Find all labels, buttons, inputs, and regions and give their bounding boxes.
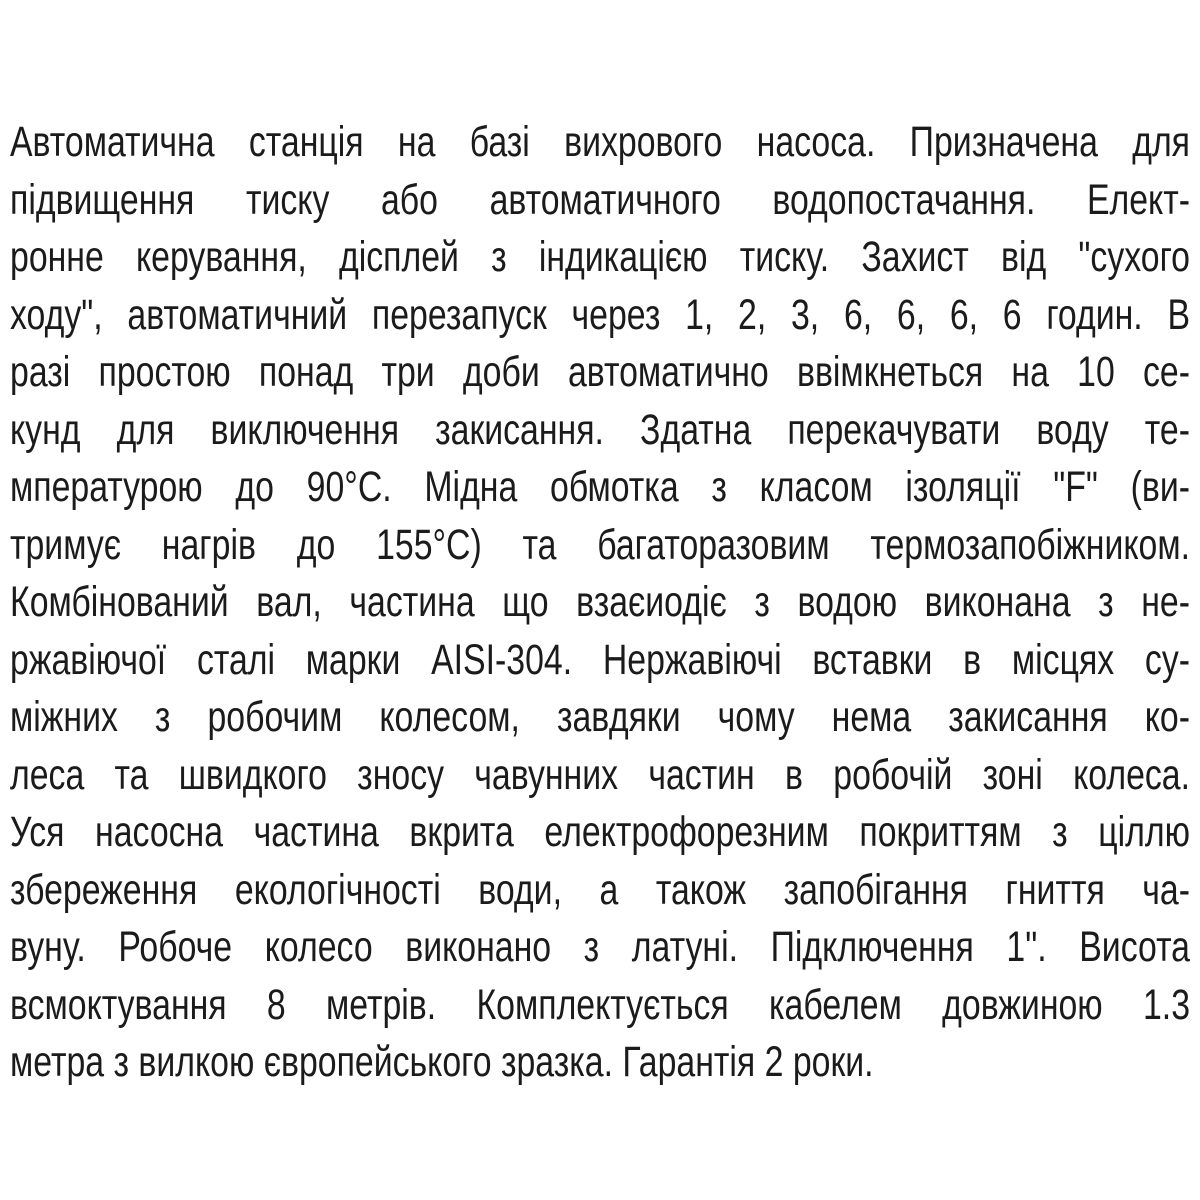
description-line: Автоматична станція на базі вихрового насоса. Призначена для [10, 118, 1191, 166]
description-line: ронне керування, дісплей з індикацією тиску. Захист від "сухого [10, 233, 1191, 281]
description-line: тримує нагрів до 155°С) та багаторазовим термозапобіжником. [10, 520, 1191, 569]
text-block-wrapper [10, 114, 1190, 1092]
description-line: ржавіючої сталі марки AISI-304. Нержавіючі вставки в місцях су- [10, 635, 1191, 684]
description-line: ходу", автоматичний перезапуск через 1, 2, 3, 6, 6, 6, 6 годин. В [10, 290, 1191, 339]
description-line: леса та швидкого зносу чавунних частин в робочій зоні колеса. [10, 750, 1191, 799]
description-line: підвищення тиску або автоматичного водопостачання. Елект- [10, 175, 1191, 224]
description-line: збереження екологічності води, а також запобігання гниття ча- [10, 865, 1191, 914]
product-description [10, 114, 1190, 1092]
description-line: кунд для виключення закисання. Здатна перекачувати воду те- [10, 405, 1191, 454]
description-line: Уся насосна частина вкрита електрофорезним покриттям з ціллю [10, 808, 1191, 856]
description-line: разі простою понад три доби автоматично ввімкнеться на 10 се- [10, 348, 1191, 396]
description-line: міжних з робочим колесом, завдяки чому нема закисання ко- [10, 693, 1191, 741]
description-line: Комбінований вал, частина що взаєиодіє з водою виконана з не- [10, 578, 1191, 626]
description-line: метра з вилкою європейського зразка. Гарантія 2 роки. [10, 1038, 874, 1086]
description-line: всмоктування 8 метрів. Комплектується кабелем довжиною 1.3 [10, 980, 1191, 1029]
description-line: мпературою до 90°С. Мідна обмотка з класом ізоляції "F" (ви- [10, 463, 1191, 511]
description-line: вуну. Робоче колесо виконано з латуні. Підключення 1". Висота [10, 923, 1191, 971]
